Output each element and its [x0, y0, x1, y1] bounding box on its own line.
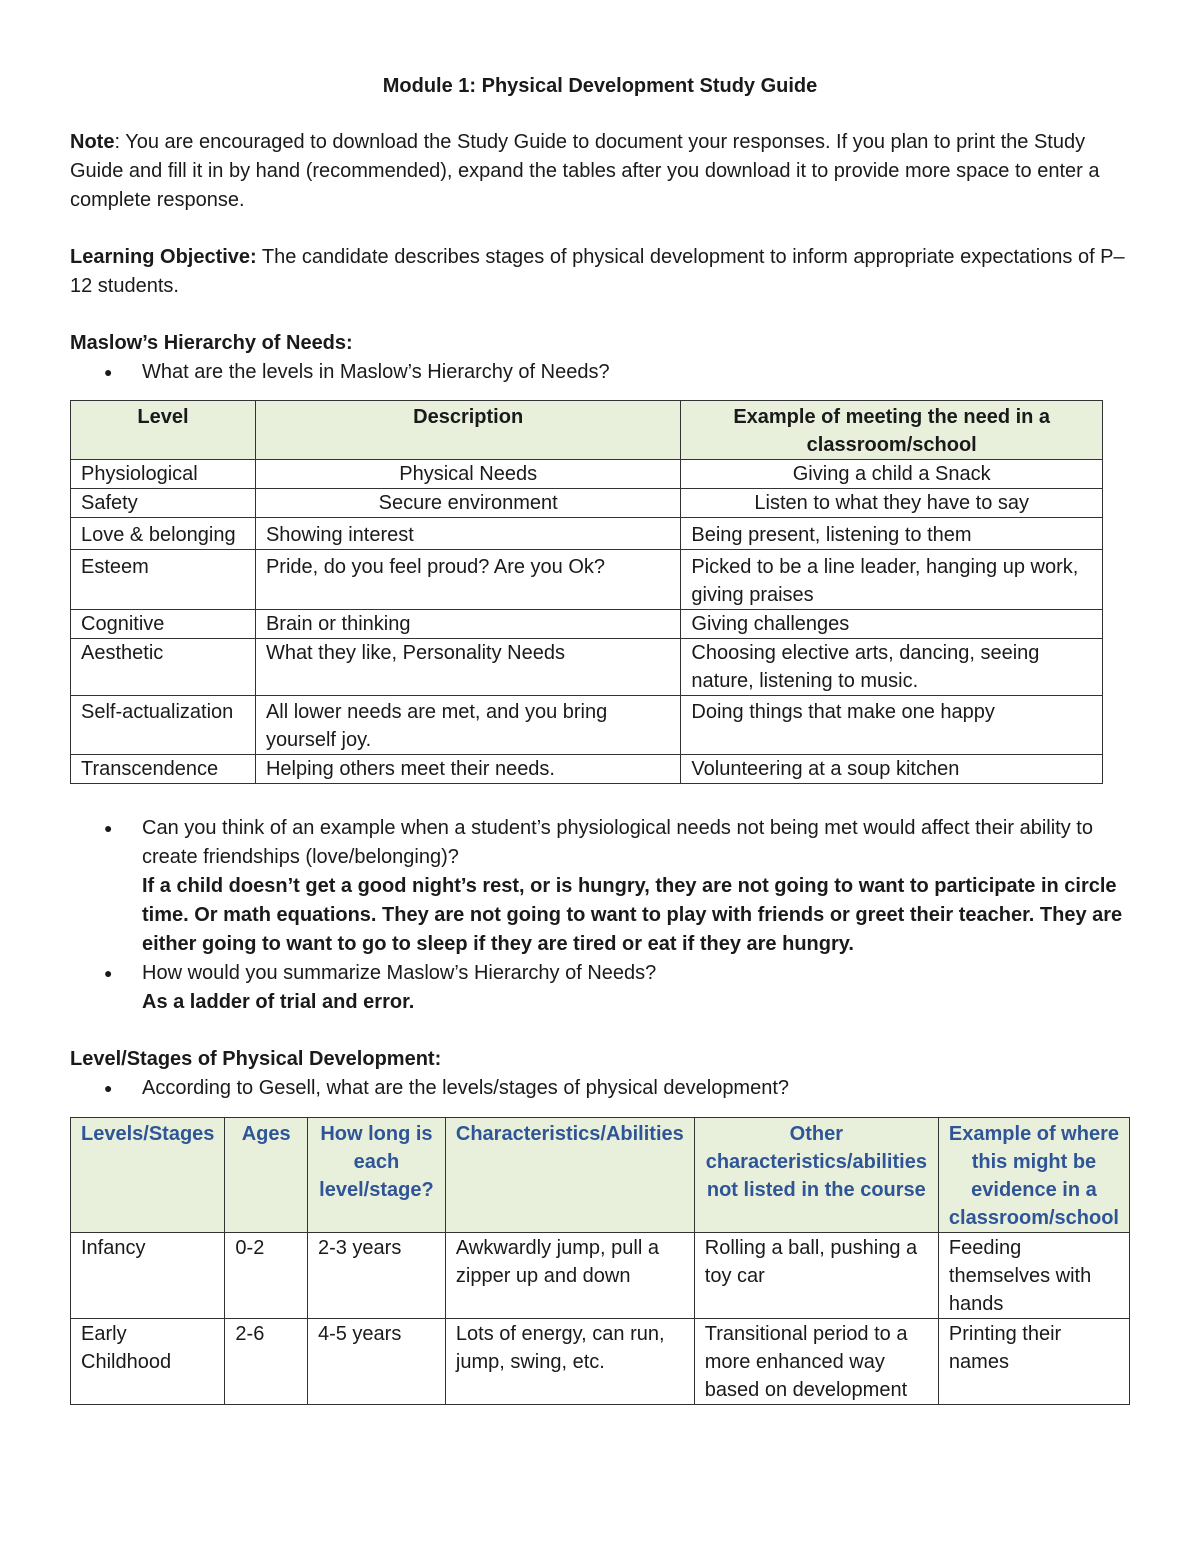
- cell-characteristics: Awkwardly jump, pull a zipper up and down: [445, 1233, 694, 1319]
- cell-example: Listen to what they have to say: [681, 489, 1103, 518]
- maslow-followup-list: [70, 814, 1130, 1017]
- table-row: [71, 610, 1103, 639]
- header-other-characteristics: Other characteristics/abilities not listed in the course: [694, 1118, 938, 1233]
- objective-text: The candidate describes stages of physical development to inform appropriate expectations of P–12 students.: [70, 246, 1125, 297]
- cell-level: Cognitive: [71, 610, 256, 639]
- stages-heading: Level/Stages of Physical Development:: [70, 1048, 442, 1070]
- question-text: Can you think of an example when a student’s physiological needs not being met would affect their ability to create friendships (love/belonging)?: [142, 817, 1093, 868]
- table-row: [71, 518, 1103, 550]
- table-row: [71, 460, 1103, 489]
- table-row: [71, 696, 1103, 755]
- answer-text: If a child doesn’t get a good night’s rest, or is hungry, they are not going to want to participate in circle time. Or math equations. They are not going to want to play with friends or greet their teacher. They are either going to want to go to sleep if they are tired or eat if they are hungry.: [142, 875, 1123, 955]
- header-duration: How long is each level/stage?: [307, 1118, 445, 1233]
- table-row: [71, 755, 1103, 784]
- maslow-question-1: ● What are the levels in Maslow’s Hierarchy of Needs?: [142, 358, 1130, 387]
- note-paragraph: [70, 128, 1130, 215]
- cell-description: Helping others meet their needs.: [255, 755, 680, 784]
- objective-label: Learning Objective:: [70, 246, 257, 268]
- stages-question: ● According to Gesell, what are the levels/stages of physical development?: [142, 1074, 1130, 1103]
- answer-text: As a ladder of trial and error.: [142, 991, 415, 1013]
- cell-level: Physiological: [71, 460, 256, 489]
- maslow-heading: Maslow’s Hierarchy of Needs:: [70, 332, 353, 354]
- cell-duration: 2-3 years: [307, 1233, 445, 1319]
- cell-example: Being present, listening to them: [681, 518, 1103, 550]
- cell-level: Esteem: [71, 550, 256, 610]
- cell-other: Rolling a ball, pushing a toy car: [694, 1233, 938, 1319]
- cell-example: Picked to be a line leader, hanging up work, giving praises: [681, 550, 1103, 610]
- objective-paragraph: [70, 243, 1130, 301]
- header-description: Description: [255, 401, 680, 460]
- cell-description: Showing interest: [255, 518, 680, 550]
- stages-question-list: [70, 1074, 1130, 1103]
- cell-example: Giving a child a Snack: [681, 460, 1103, 489]
- cell-duration: 4-5 years: [307, 1319, 445, 1405]
- table-row: [71, 1233, 1130, 1319]
- cell-description: All lower needs are met, and you bring yourself joy.: [255, 696, 680, 755]
- cell-description: Pride, do you feel proud? Are you Ok?: [255, 550, 680, 610]
- table-row: [71, 550, 1103, 610]
- stages-table: [70, 1117, 1130, 1405]
- cell-example: Doing things that make one happy: [681, 696, 1103, 755]
- header-example: Example of meeting the need in a classroom/school: [681, 401, 1103, 460]
- page-title: Module 1: Physical Development Study Guide: [382, 75, 818, 97]
- header-classroom-example: Example of where this might be evidence in a classroom/school: [938, 1118, 1129, 1233]
- cell-stage: Early Childhood: [71, 1319, 225, 1405]
- note-text: : You are encouraged to download the Study Guide to document your responses. If you plan to print the Study Guide and fill it in by hand (recommended), expand the tables after you download it to provide more space to enter a complete response.: [70, 131, 1100, 211]
- cell-example: Volunteering at a soup kitchen: [681, 755, 1103, 784]
- header-characteristics: Characteristics/Abilities: [445, 1118, 694, 1233]
- question-text: How would you summarize Maslow’s Hierarchy of Needs?: [142, 962, 657, 984]
- maslow-table: [70, 400, 1103, 784]
- document-page: [70, 70, 1130, 1405]
- cell-ages: 2-6: [225, 1319, 308, 1405]
- cell-level: Love & belonging: [71, 518, 256, 550]
- header-ages: Ages: [225, 1118, 308, 1233]
- table-header-row: [71, 401, 1103, 460]
- maslow-question-2: [142, 814, 1130, 959]
- note-label: Note: [70, 131, 115, 153]
- table-row: [71, 1319, 1130, 1405]
- cell-example: Feeding themselves with hands: [938, 1233, 1129, 1319]
- cell-level: Aesthetic: [71, 639, 256, 696]
- cell-ages: 0-2: [225, 1233, 308, 1319]
- cell-stage: Infancy: [71, 1233, 225, 1319]
- table-header-row: [71, 1118, 1130, 1233]
- table-row: [71, 489, 1103, 518]
- cell-description: What they like, Personality Needs: [255, 639, 680, 696]
- header-level: Level: [71, 401, 256, 460]
- cell-other: Transitional period to a more enhanced way based on development: [694, 1319, 938, 1405]
- cell-description: Physical Needs: [255, 460, 680, 489]
- cell-characteristics: Lots of energy, can run, jump, swing, etc.: [445, 1319, 694, 1405]
- maslow-question-list: [70, 358, 1130, 387]
- cell-example: Giving challenges: [681, 610, 1103, 639]
- cell-description: Brain or thinking: [255, 610, 680, 639]
- cell-level: Self-actualization: [71, 696, 256, 755]
- cell-description: Secure environment: [255, 489, 680, 518]
- maslow-question-3: [142, 959, 1130, 1017]
- cell-level: Safety: [71, 489, 256, 518]
- cell-level: Transcendence: [71, 755, 256, 784]
- cell-example: Printing their names: [938, 1319, 1129, 1405]
- header-levels-stages: Levels/Stages: [71, 1118, 225, 1233]
- table-row: [71, 639, 1103, 696]
- cell-example: Choosing elective arts, dancing, seeing nature, listening to music.: [681, 639, 1103, 696]
